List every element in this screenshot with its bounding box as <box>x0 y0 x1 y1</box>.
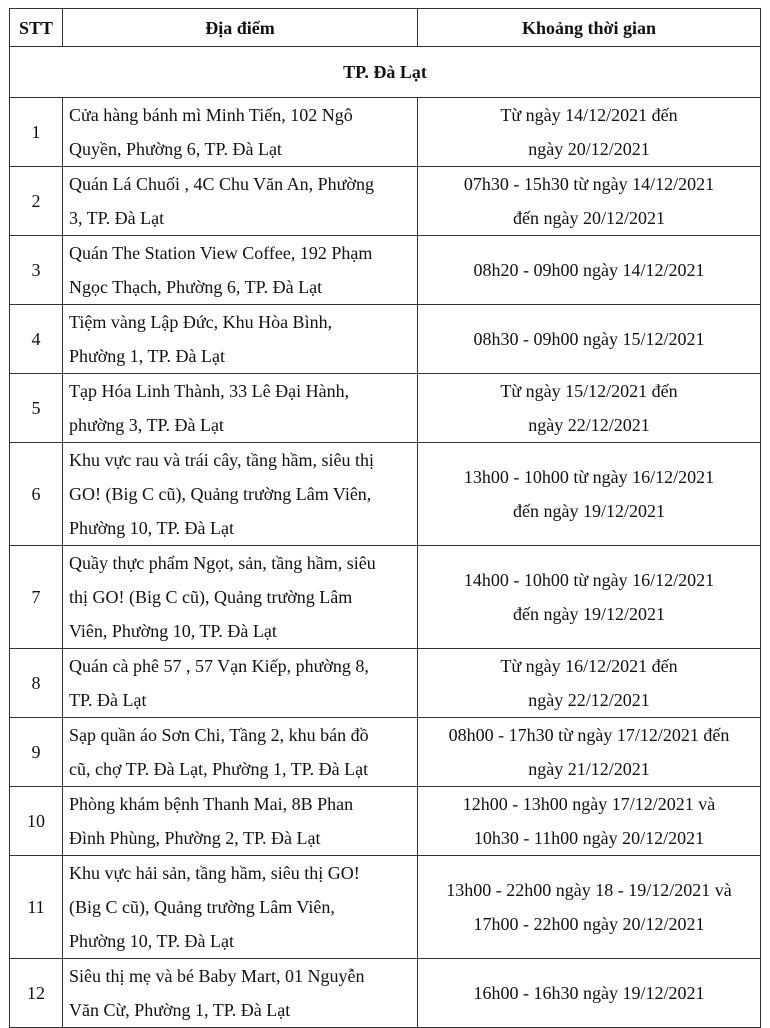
table-row <box>10 856 761 959</box>
row-stt: 12 <box>10 959 63 1028</box>
section-title: TP. Đà Lạt <box>10 47 761 98</box>
location-line: thị GO! (Big C cũ), Quảng trường Lâm <box>69 587 353 607</box>
location-line: Cửa hàng bánh mì Minh Tiến, 102 Ngô <box>69 105 353 125</box>
row-location <box>63 546 418 649</box>
row-location <box>63 787 418 856</box>
time-line: 14h00 - 10h00 từ ngày 16/12/2021 <box>463 570 715 590</box>
table-row <box>10 236 761 305</box>
row-location <box>63 649 418 718</box>
row-time <box>418 305 761 374</box>
row-time <box>418 649 761 718</box>
table-row <box>10 167 761 236</box>
row-time <box>418 236 761 305</box>
time-line: 08h20 - 09h00 ngày 14/12/2021 <box>473 260 705 280</box>
table-row <box>10 98 761 167</box>
row-stt: 3 <box>10 236 63 305</box>
row-time <box>418 443 761 546</box>
table-row <box>10 787 761 856</box>
row-time <box>418 718 761 787</box>
time-line: ngày 22/12/2021 <box>528 690 650 710</box>
location-line: Siêu thị mẹ và bé Baby Mart, 01 Nguyễn <box>69 966 365 986</box>
location-line: Quán The Station View Coffee, 192 Phạm <box>69 243 373 263</box>
header-time: Khoảng thời gian <box>418 9 761 47</box>
row-location <box>63 374 418 443</box>
row-time <box>418 167 761 236</box>
time-line: 13h00 - 22h00 ngày 18 - 19/12/2021 và <box>446 880 732 900</box>
row-location <box>63 305 418 374</box>
header-location: Địa điểm <box>63 9 418 47</box>
row-stt: 1 <box>10 98 63 167</box>
row-location <box>63 236 418 305</box>
location-line: phường 3, TP. Đà Lạt <box>69 415 224 435</box>
location-line: Viên, Phường 10, TP. Đà Lạt <box>69 621 277 641</box>
row-stt: 9 <box>10 718 63 787</box>
row-location <box>63 443 418 546</box>
location-line: Quán cà phê 57 , 57 Vạn Kiếp, phường 8, <box>69 656 369 676</box>
header-row <box>10 9 761 47</box>
row-stt: 7 <box>10 546 63 649</box>
row-stt: 5 <box>10 374 63 443</box>
location-line: cũ, chợ TP. Đà Lạt, Phường 1, TP. Đà Lạt <box>69 759 369 779</box>
row-stt: 6 <box>10 443 63 546</box>
table-row <box>10 305 761 374</box>
location-line: (Big C cũ), Quảng trường Lâm Viên, <box>69 897 335 917</box>
time-line: ngày 20/12/2021 <box>528 139 650 159</box>
locations-table <box>9 8 761 1028</box>
location-line: GO! (Big C cũ), Quảng trường Lâm Viên, <box>69 484 372 504</box>
location-line: Khu vực hải sản, tầng hầm, siêu thị GO! <box>69 863 360 883</box>
time-line: đến ngày 19/12/2021 <box>513 604 665 624</box>
row-stt: 8 <box>10 649 63 718</box>
time-line: 10h30 - 11h00 ngày 20/12/2021 <box>473 828 705 848</box>
time-line: 17h00 - 22h00 ngày 20/12/2021 <box>473 914 705 934</box>
location-line: Phường 10, TP. Đà Lạt <box>69 518 234 538</box>
row-time <box>418 959 761 1028</box>
location-line: Phường 1, TP. Đà Lạt <box>69 346 225 366</box>
row-location <box>63 167 418 236</box>
time-line: 16h00 - 16h30 ngày 19/12/2021 <box>473 983 705 1003</box>
row-location <box>63 856 418 959</box>
location-line: Tạp Hóa Linh Thành, 33 Lê Đại Hành, <box>69 381 350 401</box>
time-line: Từ ngày 15/12/2021 đến <box>500 381 678 401</box>
row-stt: 10 <box>10 787 63 856</box>
location-line: Văn Cừ, Phường 1, TP. Đà Lạt <box>69 1000 291 1020</box>
location-line: Phường 10, TP. Đà Lạt <box>69 931 234 951</box>
time-line: 12h00 - 13h00 ngày 17/12/2021 và <box>462 794 716 814</box>
location-line: TP. Đà Lạt <box>69 690 147 710</box>
time-line: ngày 22/12/2021 <box>528 415 650 435</box>
row-stt: 11 <box>10 856 63 959</box>
location-line: Quán Lá Chuối , 4C Chu Văn An, Phường <box>69 174 374 194</box>
time-line: Từ ngày 16/12/2021 đến <box>500 656 678 676</box>
time-line: Từ ngày 14/12/2021 đến <box>500 105 678 125</box>
header-stt: STT <box>10 9 63 47</box>
row-location <box>63 98 418 167</box>
time-line: 08h30 - 09h00 ngày 15/12/2021 <box>473 329 705 349</box>
section-row <box>10 47 761 98</box>
table-row <box>10 546 761 649</box>
time-line: 13h00 - 10h00 từ ngày 16/12/2021 <box>463 467 715 487</box>
table-row <box>10 374 761 443</box>
time-line: ngày 21/12/2021 <box>528 759 650 779</box>
row-time <box>418 546 761 649</box>
location-line: Khu vực rau và trái cây, tầng hầm, siêu thị <box>69 450 374 470</box>
row-time <box>418 374 761 443</box>
row-stt: 2 <box>10 167 63 236</box>
table-row <box>10 718 761 787</box>
row-time <box>418 787 761 856</box>
table-row <box>10 959 761 1028</box>
row-stt: 4 <box>10 305 63 374</box>
location-line: Tiệm vàng Lập Đức, Khu Hòa Bình, <box>69 312 333 332</box>
location-line: Ngọc Thạch, Phường 6, TP. Đà Lạt <box>69 277 323 297</box>
row-time <box>418 856 761 959</box>
location-line: Quyền, Phường 6, TP. Đà Lạt <box>69 139 282 159</box>
location-line: Phòng khám bệnh Thanh Mai, 8B Phan <box>69 794 354 814</box>
time-line: 08h00 - 17h30 từ ngày 17/12/2021 đến <box>448 725 730 745</box>
table-row <box>10 649 761 718</box>
row-location <box>63 959 418 1028</box>
location-line: 3, TP. Đà Lạt <box>69 208 165 228</box>
table-row <box>10 443 761 546</box>
location-line: Đình Phùng, Phường 2, TP. Đà Lạt <box>69 828 321 848</box>
row-time <box>418 98 761 167</box>
location-line: Quầy thực phẩm Ngọt, sản, tầng hầm, siêu <box>69 553 376 573</box>
time-line: đến ngày 19/12/2021 <box>513 501 665 521</box>
time-line: 07h30 - 15h30 từ ngày 14/12/2021 <box>463 174 715 194</box>
time-line: đến ngày 20/12/2021 <box>513 208 665 228</box>
location-line: Sạp quần áo Sơn Chi, Tầng 2, khu bán đồ <box>69 725 369 745</box>
row-location <box>63 718 418 787</box>
